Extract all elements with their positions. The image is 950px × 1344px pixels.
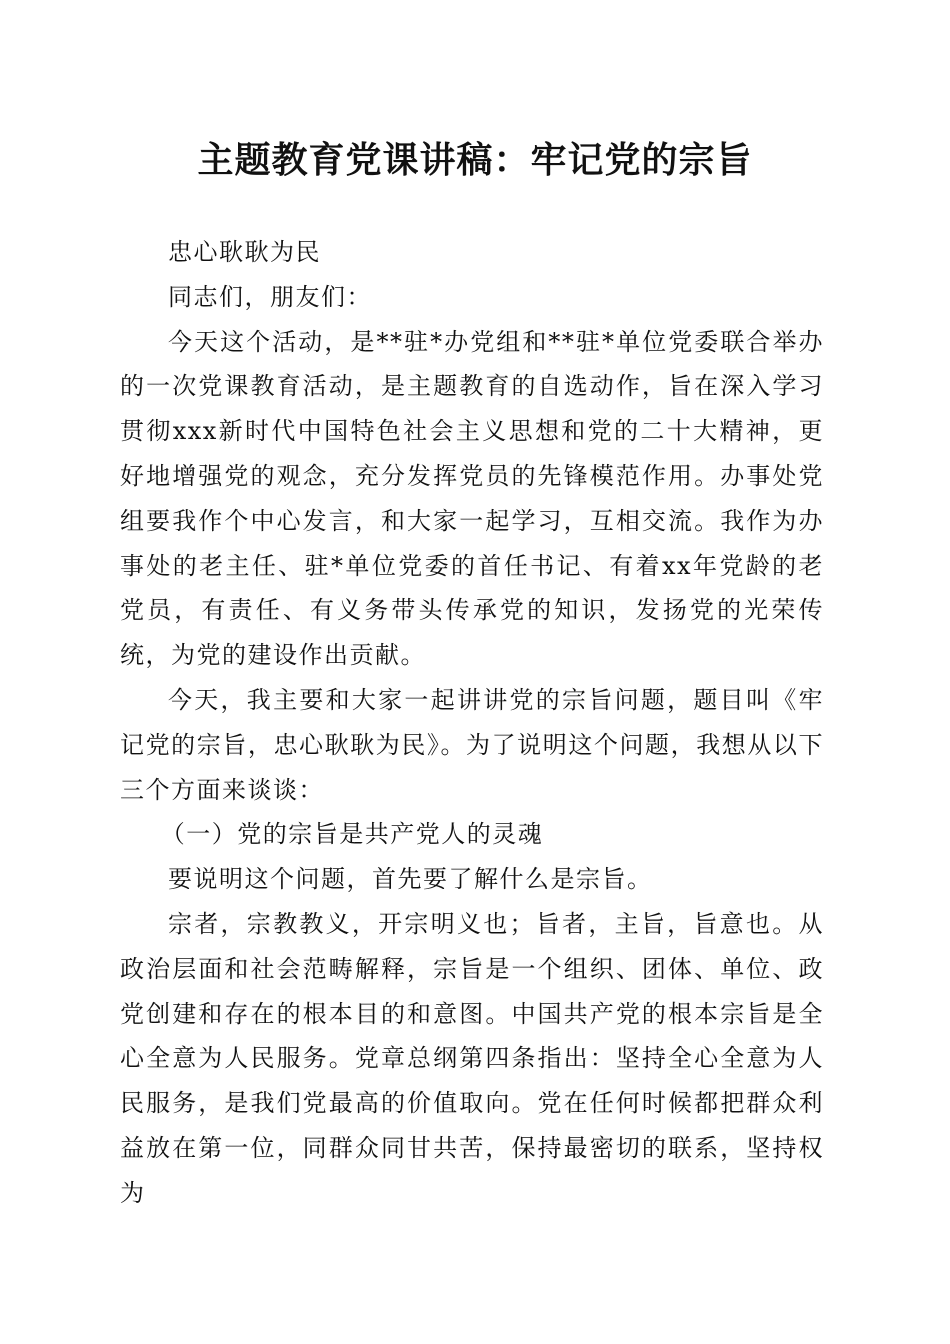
body-paragraph: 要说明这个问题，首先要了解什么是宗旨。 (168, 865, 653, 894)
subtitle-paragraph: 忠心耿耿为民 (168, 238, 321, 266)
section-heading: （一）党的宗旨是共产党人的灵魂 (160, 820, 544, 849)
body-paragraph: 今天，我主要和大家一起讲讲党的宗旨问题，题目叫《牢记党的宗旨，忠心耿耿为民》。为了说明这个问题，我想从以下三个方面来谈谈： (120, 685, 824, 804)
body-paragraph: 今天这个活动，是**驻*办党组和**驻*单位党委联合举办的一次党课教育活动，是主题教育的自选动作，旨在深入学习贯彻xxx新时代中国特色社会主义思想和党的二十大精神，更好地增强党的观念，充分发挥党员的先锋模范作用。办事处党组要我作个中心发言，和大家一起学习，互相交流。我作为办事处的老主任、驻*单位党委的首任书记、有着xx年党龄的老党员，有责任、有义务带头传承党的知识，发扬党的光荣传统，为党的建设作出贡献。 (120, 327, 824, 670)
document-body (120, 230, 824, 1216)
salutation-paragraph: 同志们，朋友们： (168, 282, 372, 311)
body-paragraph: 宗者，宗教教义，开宗明义也；旨者，主旨，旨意也。从政治层面和社会范畴解释，宗旨是一个组织、团体、单位、政党创建和存在的根本目的和意图。中国共产党的根本宗旨是全心全意为人民服务。党章总纲第四条指出：坚持全心全意为人民服务，是我们党最高的价值取向。党在任何时候都把群众利益放在第一位，同群众同甘共苦，保持最密切的联系，坚持权为 (120, 909, 824, 1207)
document-title: 主题教育党课讲稿：牢记党的宗旨 (197, 139, 753, 181)
